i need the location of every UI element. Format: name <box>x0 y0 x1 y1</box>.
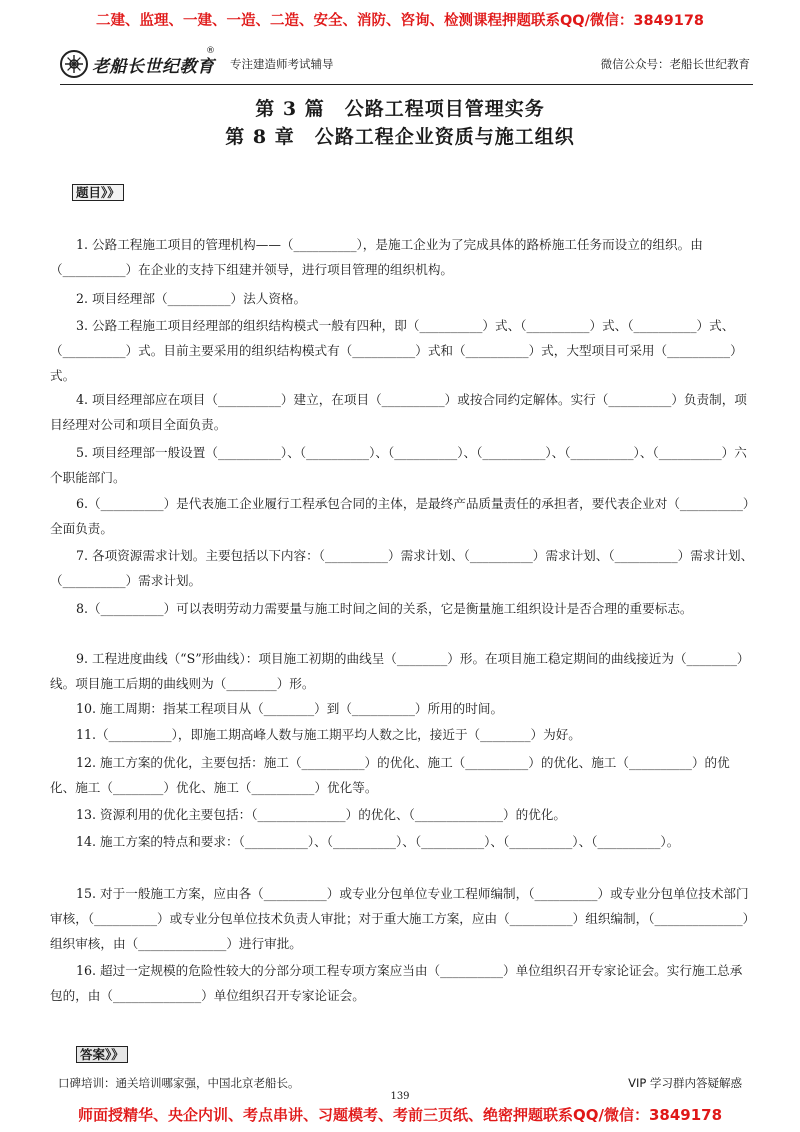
questions-section-label <box>72 183 124 201</box>
question-2: 2. 项目经理部（__________）法人资格。 <box>76 291 307 306</box>
promo-banner-top: 二建、监理、一建、一造、二造、安全、消防、咨询、检测课程押题联系QQ/微信：3849178 <box>95 13 705 29</box>
header-divider <box>60 84 753 85</box>
promo-banner-bottom: 师面授精华、央企内训、考点串讲、习题模考、考前三页纸、绝密押题联系QQ/微信：3849178 <box>77 1106 723 1124</box>
question-15: 15. 对于一般施工方案，应由各（__________）或专业分包单位专业工程师编制，（__________）或专业分包单位技术部门审核，（__________）或专业分包单位技术负责人审批；对于重大施工方案，应由（__________）组织编制，（______________）组织审核，由（______________）进行审批。 <box>50 886 749 951</box>
ship-wheel-icon <box>60 50 88 78</box>
brand-logo-text: 老船长世纪教育 <box>92 57 215 77</box>
section-label-text: 题目》》 <box>72 184 124 201</box>
registered-mark: ® <box>206 46 215 56</box>
header-slogan: 专注建造师考试辅导 <box>230 57 334 71</box>
question-10: 10. 施工周期：指某工程项目从（________）到（__________）所用的时间。 <box>76 701 504 716</box>
page-number: 139 <box>390 1091 410 1102</box>
question-7: 7. 各项资源需求计划。主要包括以下内容：（__________）需求计划、（__________）需求计划、（__________）需求计划、（__________）需求计划。 <box>50 548 754 588</box>
answer-label-text: 答案》》 <box>76 1046 128 1063</box>
question-11: 11.（__________），即施工期高峰人数与施工期平均人数之比，接近于（________）为好。 <box>76 727 581 742</box>
page-header <box>60 46 750 86</box>
question-6: 6.（__________）是代表施工企业履行工程承包合同的主体，是最终产品质量责任的承担者，要代表企业对（__________）全面负责。 <box>50 496 750 536</box>
question-14: 14. 施工方案的特点和要求：（__________）、（__________）、（__________）、（__________）、（__________）。 <box>76 834 680 849</box>
answers-section-label <box>76 1045 128 1063</box>
header-wechat: 微信公众号：老船长世纪教育 <box>600 57 750 71</box>
question-9: 9. 工程进度曲线（“S”形曲线）：项目施工初期的曲线呈（________）形。在项目施工稳定期间的曲线接近为（________）线。项目施工后期的曲线则为（________）形。 <box>50 651 750 691</box>
question-16: 16. 超过一定规模的危险性较大的分部分项工程专项方案应当由（__________）单位组织召开专家论证会。实行施工总承包的，由（______________）单位组织召开专家论证会。 <box>50 963 743 1003</box>
question-5: 5. 项目经理部一般设置（__________）、（__________）、（__________）、（__________）、（__________）、（__________）六个职能部门。 <box>50 445 747 485</box>
chapter-title: 第 8 章 公路工程企业资质与施工组织 <box>225 126 575 148</box>
part-title: 第 3 篇 公路工程项目管理实务 <box>255 98 545 120</box>
question-3: 3. 公路工程施工项目经理部的组织结构模式一般有四种，即（__________）式、（__________）式、（__________）式、（__________）式。目前主要采用的组织结构模式有（__________）式和（__________）式，大型项目可采用（__________）式。 <box>50 318 743 383</box>
question-13: 13. 资源利用的优化主要包括：（______________）的优化、（______________）的优化。 <box>76 807 566 822</box>
question-4: 4. 项目经理部应在项目（__________）建立，在项目（__________）或按合同约定解体。实行（__________）负责制，项目经理对公司和项目全面负责。 <box>50 392 747 432</box>
footer-vip: VIP 学习群内答疑解惑 <box>628 1076 742 1090</box>
footer-slogan: 口碑培训：通关培训哪家强，中国北京老船长。 <box>58 1076 300 1090</box>
question-1: 1. 公路工程施工项目的管理机构——（__________），是施工企业为了完成具体的路桥施工任务而设立的组织。由（__________）在企业的支持下组建并领导，进行项目管理的组织机构。 <box>50 237 703 277</box>
question-12: 12. 施工方案的优化，主要包括：施工（__________）的优化、施工（__________）的优化、施工（__________）的优化、施工（________）优化、施工（__________）优化等。 <box>50 755 730 795</box>
question-8: 8.（__________）可以表明劳动力需要量与施工时间之间的关系，它是衡量施工组织设计是否合理的重要标志。 <box>76 601 693 616</box>
